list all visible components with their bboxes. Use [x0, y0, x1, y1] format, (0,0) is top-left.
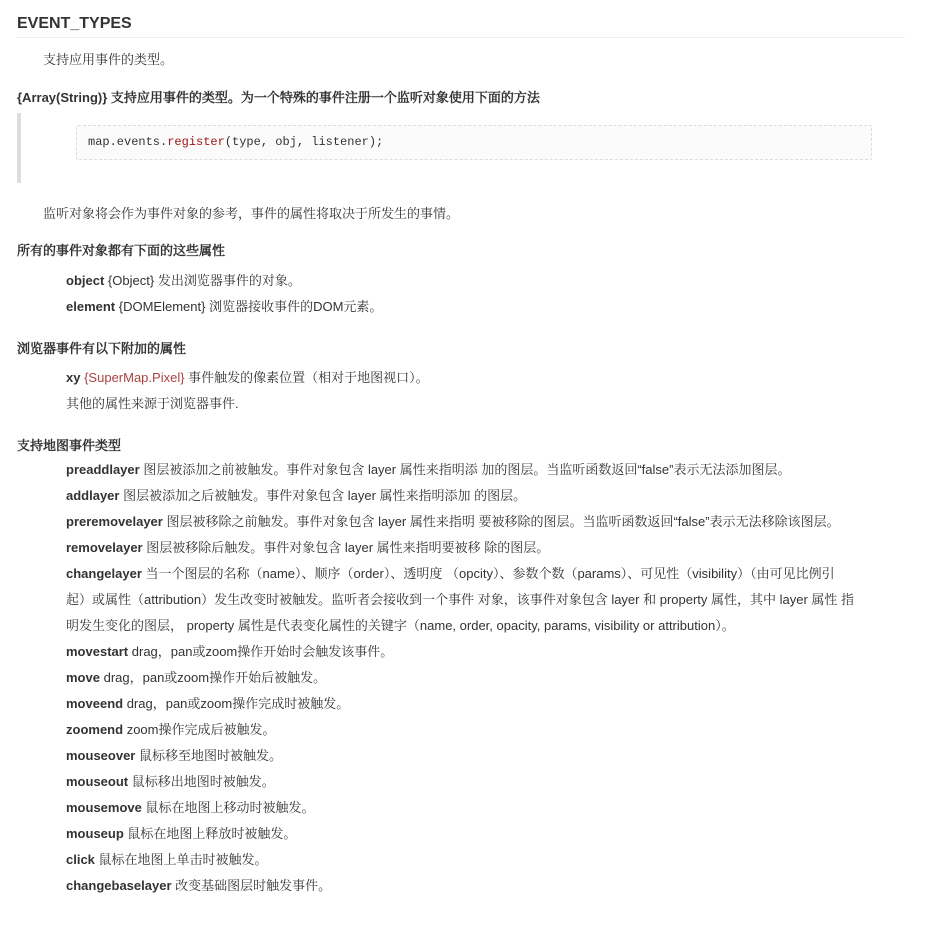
- map-events-list: [66, 457, 856, 899]
- list-item: mouseout 鼠标移出地图时被触发。: [66, 774, 275, 789]
- list-item: mouseup 鼠标在地图上释放时被触发。: [66, 826, 297, 841]
- supermap-pixel-link[interactable]: {SuperMap.Pixel}: [84, 370, 185, 385]
- property-element: [66, 296, 382, 315]
- list-item: click 鼠标在地图上单击时被触发。: [66, 852, 268, 867]
- type-signature: {Array(String)} 支持应用事件的类型。为一个特殊的事件注册一个监听对象使用下面的方法: [17, 90, 540, 105]
- list-item: mousemove 鼠标在地图上移动时被触发。: [66, 800, 315, 815]
- other-properties-note: 其他的属性来源于浏览器事件.: [66, 396, 239, 411]
- property-object: [66, 270, 301, 289]
- code-prefix: map.events.: [88, 135, 168, 149]
- list-item: movestart drag，pan或zoom操作开始时会触发该事件。: [66, 644, 394, 659]
- list-item: zoomend zoom操作完成后被触发。: [66, 722, 276, 737]
- list-item: changebaselayer 改变基础图层时触发事件。: [66, 878, 332, 893]
- listener-note: 监听对象将会作为事件对象的参考，事件的属性将取决于所发生的事情。: [43, 206, 460, 221]
- list-item: mouseover 鼠标移至地图时被触发。: [66, 748, 283, 763]
- list-item: removelayer 图层被移除后触发。事件对象包含 layer 属性来指明要被移 除的图层。: [66, 540, 550, 555]
- list-item: move drag，pan或zoom操作开始后被触发。: [66, 670, 327, 685]
- code-function: register: [167, 135, 225, 149]
- list-item: preremovelayer 图层被移除之前触发。事件对象包含 layer 属性来指明 要被移除的图层。当监听函数返回“false”表示无法移除该图层。: [66, 514, 840, 529]
- property-desc: 事件触发的像素位置（相对于地图视口）。: [188, 370, 429, 385]
- map-events-heading: 支持地图事件类型: [17, 438, 122, 453]
- list-item: moveend drag，pan或zoom操作完成时被触发。: [66, 696, 350, 711]
- page-description: 支持应用事件的类型。: [43, 52, 174, 67]
- list-item: preaddlayer 图层被添加之前被触发。事件对象包含 layer 属性来指明添 加的图层。当监听函数返回“false”表示无法添加图层。: [66, 462, 791, 477]
- property-type: {Object}: [107, 273, 155, 288]
- code-blockquote: [17, 113, 905, 183]
- property-desc: 浏览器接收事件的DOM元素。: [209, 299, 383, 314]
- property-name: object: [66, 273, 105, 288]
- property-name: element: [66, 299, 116, 314]
- list-item: addlayer 图层被添加之后被触发。事件对象包含 layer 属性来指明添加 的图层。: [66, 488, 527, 503]
- code-snippet: [76, 125, 872, 160]
- browser-properties-heading: 浏览器事件有以下附加的属性: [17, 341, 187, 356]
- property-type: {DOMElement}: [118, 299, 206, 314]
- code-suffix: (type, obj, listener);: [224, 135, 384, 149]
- property-name: xy: [66, 370, 81, 385]
- property-desc: 发出浏览器事件的对象。: [157, 273, 301, 288]
- page-title: EVENT_TYPES: [17, 15, 905, 38]
- property-xy: [66, 367, 429, 386]
- common-properties-heading: 所有的事件对象都有下面的这些属性: [17, 243, 226, 258]
- list-item: changelayer 当一个图层的名称（name）、顺序（order）、透明度 （opcity）、参数个数（params）、可见性（visibility）（由可见比例引 起）或属性（attribution）发生改变时被触发。监听者会接收到一个事件 对象，该事件对象包含 layer 和 property 属性，其中 layer 属性 指明发生变化的图层， property 属性是代表变化属性的关键字（name, order, opacity, params, visibility or attribution）。: [66, 566, 855, 633]
